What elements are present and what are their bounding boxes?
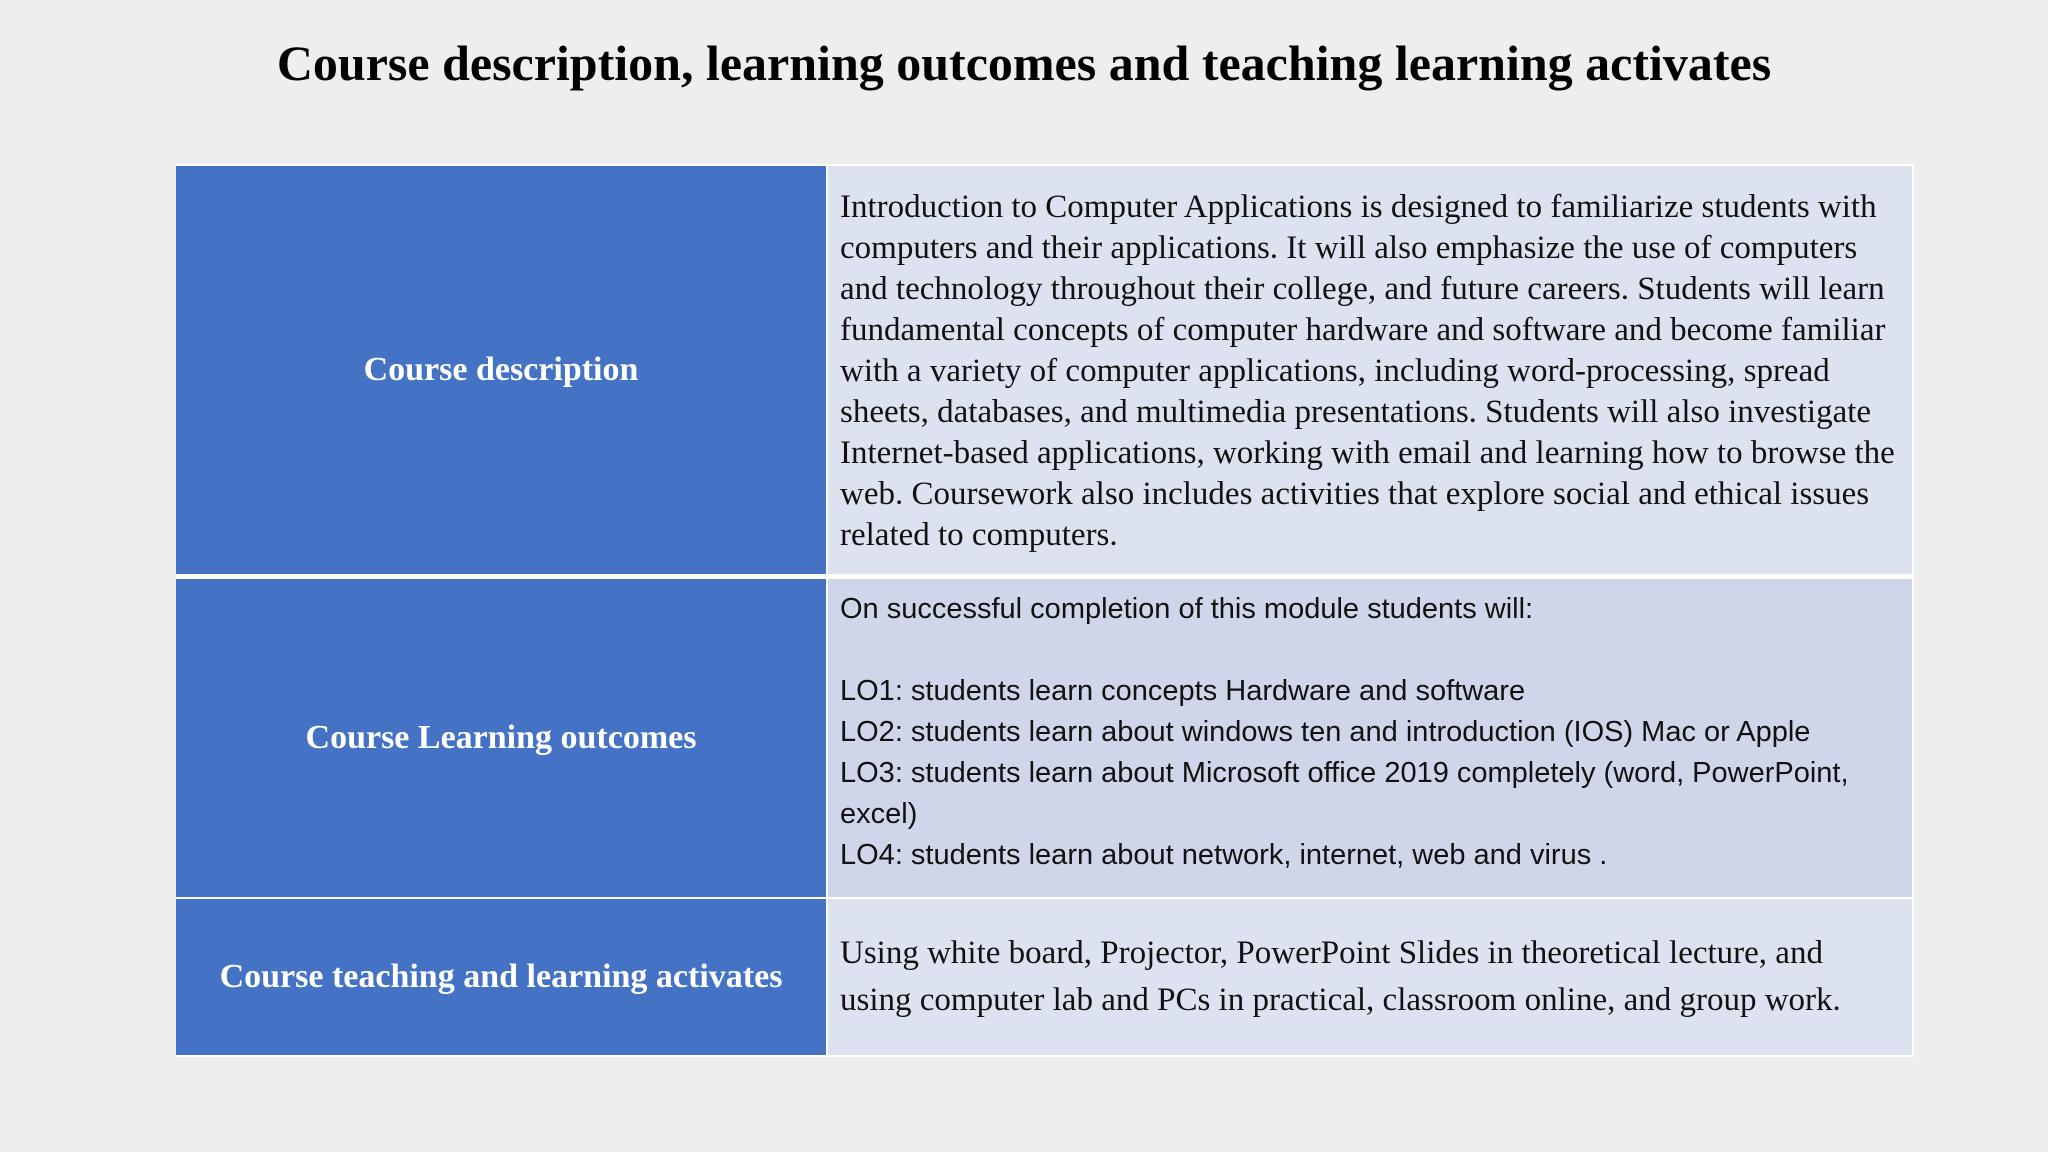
list-item: LO3: students learn about Microsoft office 2019 completely (word, PowerPoint, excel): [840, 757, 1849, 830]
row-content-learning-outcomes: [828, 579, 1914, 899]
row-label-learning-outcomes: Course Learning outcomes: [176, 579, 828, 899]
spacer: [840, 630, 1902, 671]
course-table: [176, 164, 1914, 1057]
row-label-course-description: Course description: [176, 164, 828, 579]
teaching-activities-text: Using white board, Projector, PowerPoint Slides in theoretical lecture, and using computer lab and PCs in practical, classroom online, and group work.: [840, 935, 1841, 1018]
table-row: [176, 164, 1914, 579]
row-label-teaching-activities: Course teaching and learning activates: [176, 899, 828, 1057]
table-row: [176, 899, 1914, 1057]
course-description-text: Introduction to Computer Applications is designed to familiarize students with computers and their applications. It will also emphasize the use of computers and technology throughout their college, and future careers. Students will learn fundamental concepts of computer hardware and software and become familiar with a variety of computer applications, including word-processing, spread sheets, databases, and multimedia presentations. Students will also investigate Internet-based applications, working with email and learning how to browse the web. Coursework also includes activities that explore social and ethical issues related to computers.: [840, 188, 1895, 553]
outcomes-intro: On successful completion of this module students will:: [840, 593, 1534, 625]
page-title: Course description, learning outcomes and teaching learning activates: [276, 35, 1772, 91]
learning-outcomes-list: [840, 579, 1902, 876]
row-content-teaching-activities: [828, 899, 1914, 1057]
table-row: [176, 579, 1914, 899]
list-item: LO2: students learn about windows ten and introduction (IOS) Mac or Apple: [840, 716, 1811, 748]
list-item: LO4: students learn about network, internet, web and virus .: [840, 839, 1608, 871]
row-content-course-description: [828, 164, 1914, 579]
list-item: LO1: students learn concepts Hardware and software: [840, 675, 1526, 707]
